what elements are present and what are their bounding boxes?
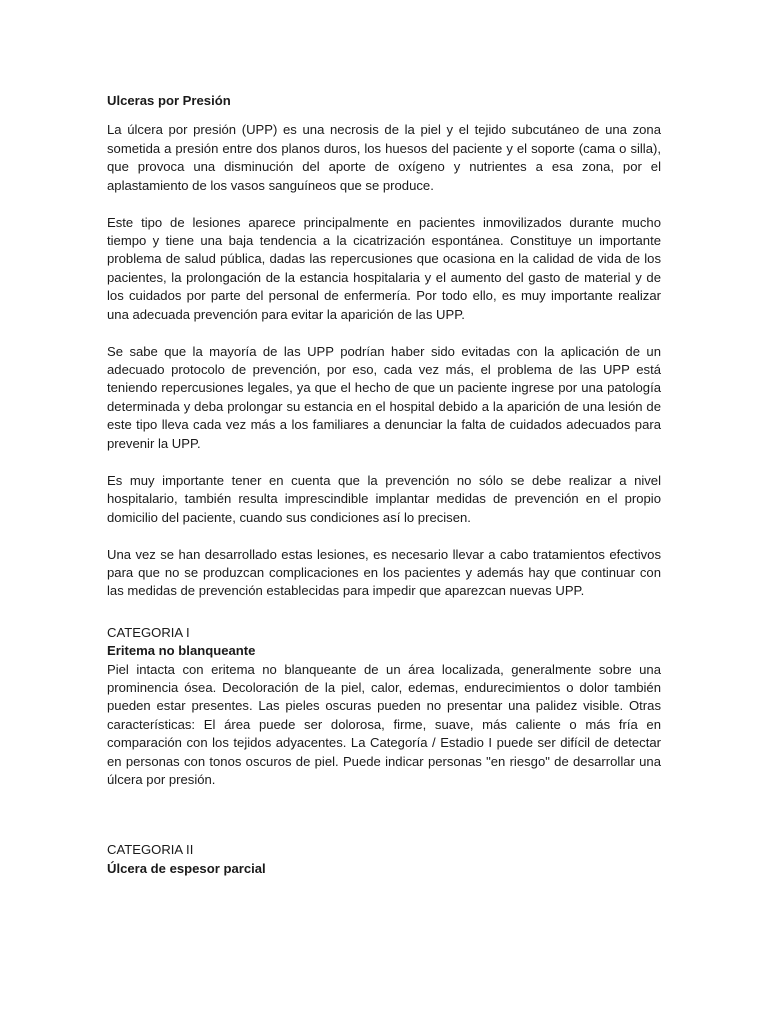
category-2-section — [107, 841, 661, 878]
document-title: Ulceras por Presión — [107, 93, 231, 108]
category-1-section — [107, 624, 661, 790]
category-1-label: CATEGORIA I — [107, 624, 190, 640]
paragraph-treatment: Una vez se han desarrollado estas lesiones, es necesario llevar a cabo tratamientos efectivos para que no se produzcan complicaciones en los pacientes y además hay que continuar con las medidas de prevención establecidas para impedir que aparezcan nuevas UPP. — [107, 546, 661, 599]
paragraph-prevention: Es muy importante tener en cuenta que la prevención no sólo se debe realizar a nivel hospitalario, también resulta imprescindible implantar medidas de prevención en el propio domicilio del paciente, cuando sus condiciones así lo precisen. — [107, 472, 661, 525]
category-1-heading: Eritema no blanqueante — [107, 643, 256, 659]
category-2-label: CATEGORIA II — [107, 842, 194, 858]
category-1-text: Piel intacta con eritema no blanqueante de un área localizada, generalmente sobre una prominencia ósea. Decoloración de la piel, calor, edemas, endurecimientos o dolor también pueden estar presentes. Las pieles oscuras pueden no presentar una palidez visible. Otras características: El área puede ser dolorosa, firme, suave, más caliente o más fría en comparación con los tejidos adyacentes. La Categoría / Estadio I puede ser difícil de detectar en personas con tonos oscuros de piel. Puede indicar personas "en riesgo" de desarrollar una úlcera por presión. — [107, 661, 661, 787]
document-body — [107, 92, 661, 878]
paragraph-definition: La úlcera por presión (UPP) es una necrosis de la piel y el tejido subcutáneo de una zona sometida a presión entre dos planos duros, los huesos del paciente y el soporte (cama o silla), que provoca una disminución del aporte de oxígeno y nutrientes a esa zona, por el aplastamiento de los vasos sanguíneos que se produce. — [107, 122, 661, 193]
paragraph-incidence: Este tipo de lesiones aparece principalmente en pacientes inmovilizados durante mucho tiempo y tiene una baja tendencia a la cicatrización espontánea. Constituye un importante problema de salud pública, dadas las repercusiones que ocasiona en la calidad de vida de los pacientes, la prolongación de la estancia hospitalaria y el aumento del gasto de material y de los cuidados por parte del personal de enfermería. Por todo ello, es muy importante realizar una adecuada prevención para evitar la aparición de las UPP. — [107, 214, 661, 322]
category-2-heading: Úlcera de espesor parcial — [107, 860, 266, 876]
paragraph-legal: Se sabe que la mayoría de las UPP podrían haber sido evitadas con la aplicación de un adecuado protocolo de prevención, por eso, cada vez más, el problema de las UPP está teniendo repercusiones legales, ya que el hecho de que un paciente ingrese por una patología determinada y deba prolongar su estancia en el hospital debido a la aparición de una lesión de este tipo lleva cada vez más a los familiares a denunciar la falta de cuidados adecuados para prevenir la UPP. — [107, 343, 661, 451]
